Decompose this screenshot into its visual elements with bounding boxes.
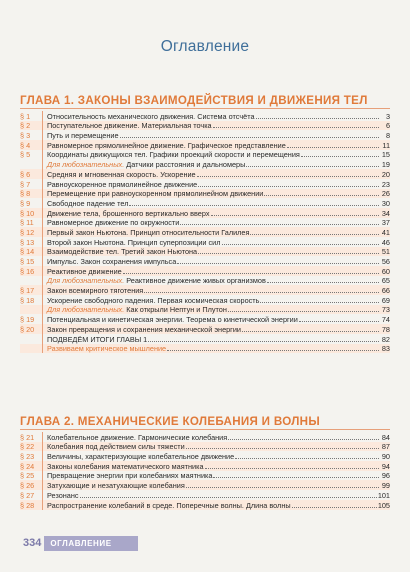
toc-entry[interactable] xyxy=(20,266,390,276)
section-number: § 27 xyxy=(20,490,43,500)
leader-dots xyxy=(211,214,380,216)
section-number: § 6 xyxy=(20,169,43,179)
chapter-2-list xyxy=(20,432,390,510)
toc-entry[interactable] xyxy=(20,432,390,442)
section-number: § 16 xyxy=(20,266,43,276)
leader-dots xyxy=(222,243,380,245)
leader-dots xyxy=(205,467,379,469)
section-number: § 5 xyxy=(20,150,43,160)
toc-entry[interactable] xyxy=(20,227,390,237)
toc-entry[interactable] xyxy=(20,189,390,199)
entry-title xyxy=(43,305,227,314)
entry-title: Импульс. Закон сохранения импульса xyxy=(47,257,177,266)
toc-entry[interactable] xyxy=(20,334,390,344)
page-footer xyxy=(20,536,138,551)
page-ref: 73 xyxy=(381,305,390,315)
page-ref: 11 xyxy=(382,140,390,150)
toc-entry[interactable] xyxy=(20,179,390,189)
entry-title: Второй закон Ньютона. Принцип суперпозиции сил xyxy=(47,237,221,247)
entry-prefix: Для любознательных. xyxy=(47,276,125,286)
section-number: § 10 xyxy=(20,208,43,218)
entry-title: Взаимодействие тел. Третий закон Ньютона xyxy=(47,247,198,257)
leader-dots xyxy=(256,117,379,119)
section-number: § 4 xyxy=(20,140,43,150)
section-number: § 12 xyxy=(20,227,43,237)
toc-entry[interactable] xyxy=(20,130,390,140)
leader-dots xyxy=(235,457,379,459)
page-ref: 20 xyxy=(381,169,390,179)
toc-entry[interactable] xyxy=(20,324,390,334)
toc-entry[interactable] xyxy=(20,451,390,461)
entry-title xyxy=(43,160,245,169)
leader-dots xyxy=(80,496,377,498)
leader-dots xyxy=(123,272,379,274)
leader-dots xyxy=(198,185,379,187)
entry-title: Движение тела, брошенного вертикально вверх xyxy=(47,208,210,218)
page-ref: 56 xyxy=(381,257,390,266)
leader-dots xyxy=(167,349,379,351)
section-number: § 22 xyxy=(20,442,43,452)
toc-entry[interactable] xyxy=(20,111,390,121)
section-number: § 24 xyxy=(20,461,43,471)
leader-dots xyxy=(292,506,377,508)
page-ref: 99 xyxy=(381,481,390,491)
toc-entry[interactable] xyxy=(20,247,390,257)
toc-entry[interactable] xyxy=(20,500,390,510)
section-number: § 15 xyxy=(20,256,43,266)
leader-dots xyxy=(228,438,379,440)
toc-entry[interactable] xyxy=(20,237,390,247)
page-ref: 82 xyxy=(381,334,390,344)
entry-title: Превращение энергии при колебаниях маятника xyxy=(47,471,213,481)
entry-title-text: Как открыли Нептун и Плутон xyxy=(124,305,227,315)
section-number: § 7 xyxy=(20,179,43,189)
page-ref: 69 xyxy=(381,295,390,305)
leader-dots xyxy=(299,320,379,322)
toc-entry[interactable] xyxy=(20,159,390,169)
entry-title: Развиваем критическое мышление xyxy=(47,344,167,354)
leader-dots xyxy=(186,447,379,449)
leader-dots xyxy=(260,301,379,303)
entry-title xyxy=(43,276,266,285)
toc-entry[interactable] xyxy=(20,461,390,471)
section-number: § 2 xyxy=(20,121,43,131)
page-ref: 30 xyxy=(381,198,390,208)
section-number: § 8 xyxy=(20,189,43,199)
entry-title: Равноускоренное прямолинейное движение xyxy=(47,179,198,189)
toc-entry[interactable] xyxy=(20,150,390,160)
section-number xyxy=(20,159,43,169)
entry-title: Колебания под действием силы тяжести xyxy=(47,442,185,452)
toc-entry[interactable] xyxy=(20,208,390,218)
page-ref: 94 xyxy=(381,461,390,471)
toc-entry[interactable] xyxy=(20,480,390,490)
section-number xyxy=(20,305,43,315)
footer-label: ОГЛАВЛЕНИЕ xyxy=(50,539,112,548)
leader-dots xyxy=(250,233,379,235)
chapter-2-heading: ГЛАВА 2. МЕХАНИЧЕСКИЕ КОЛЕБАНИЯ И ВОЛНЫ xyxy=(20,415,321,428)
entry-title: Путь и перемещение xyxy=(47,131,119,141)
entry-title: Перемещение при равноускоренном прямолинейном движении xyxy=(47,189,264,199)
page-ref: 26 xyxy=(381,189,390,199)
entry-prefix: Для любознательных. xyxy=(47,305,125,315)
entry-title: Равномерное прямолинейное движение. Графическое представление xyxy=(47,140,286,150)
leader-dots xyxy=(197,175,379,177)
leader-dots xyxy=(228,310,379,312)
entry-title: Поступательное движение. Материальная точка xyxy=(47,121,212,131)
entry-title: Законы колебания математического маятника xyxy=(47,461,204,471)
entry-title-text: Датчики расстояния и дальномеры xyxy=(124,160,246,170)
section-number: § 11 xyxy=(20,218,43,228)
entry-title: Свободное падение тел xyxy=(47,198,129,208)
page-number: 334 xyxy=(20,536,44,551)
entry-prefix: Для любознательных. xyxy=(47,160,125,170)
chapter-2-rule xyxy=(20,429,390,430)
section-number xyxy=(20,334,43,344)
entry-title: Распространение колебаний в среде. Поперечные волны. Длина волны xyxy=(47,500,291,510)
page-ref: 74 xyxy=(381,315,390,325)
leader-dots xyxy=(144,291,379,293)
entry-title: Величины, характеризующие колебательное движение xyxy=(47,452,235,462)
toc-entry[interactable] xyxy=(20,471,390,481)
leader-dots xyxy=(287,146,379,148)
page-ref: 6 xyxy=(385,121,390,131)
entry-title: Резонанс xyxy=(47,490,79,500)
toc-entry[interactable] xyxy=(20,285,390,295)
section-number: § 9 xyxy=(20,198,43,208)
section-number: § 3 xyxy=(20,130,43,140)
leader-dots xyxy=(242,330,379,332)
leader-dots xyxy=(246,165,379,167)
section-number: § 26 xyxy=(20,480,43,490)
toc-entry[interactable] xyxy=(20,490,390,500)
leader-dots xyxy=(129,204,379,206)
page-ref: 51 xyxy=(381,247,390,257)
page-ref: 34 xyxy=(381,208,390,218)
section-number: § 23 xyxy=(20,451,43,461)
entry-title: Относительность механического движения. Система отсчёта xyxy=(47,111,255,121)
toc-entry[interactable] xyxy=(20,344,390,354)
toc-entry[interactable] xyxy=(20,314,390,324)
toc-entry[interactable] xyxy=(20,198,390,208)
leader-dots xyxy=(180,223,379,225)
chapter-1-list xyxy=(20,111,390,353)
toc-entry[interactable] xyxy=(20,295,390,305)
chapter-1-heading: ГЛАВА 1. ЗАКОНЫ ВЗАИМОДЕЙСТВИЯ И ДВИЖЕНИЯ ТЕЛ xyxy=(20,94,368,107)
entry-title: Координаты движущихся тел. Графики проекций скорости и перемещения xyxy=(47,150,300,160)
leader-dots xyxy=(148,340,379,342)
leader-dots xyxy=(177,262,379,264)
page-ref: 3 xyxy=(385,111,390,121)
leader-dots xyxy=(301,155,379,157)
entry-title: ПОДВЕДЁМ ИТОГИ ГЛАВЫ 1 xyxy=(47,334,148,344)
section-number: § 18 xyxy=(20,295,43,305)
page-ref: 90 xyxy=(381,452,390,462)
section-number: § 14 xyxy=(20,247,43,257)
toc-entry[interactable] xyxy=(20,305,390,315)
entry-title: Закон всемирного тяготения xyxy=(47,286,144,296)
chapter-1-rule xyxy=(20,108,390,109)
section-number: § 25 xyxy=(20,471,43,481)
leader-dots xyxy=(213,476,379,478)
section-number xyxy=(20,344,43,354)
page-ref: 41 xyxy=(381,227,390,237)
page-ref: 66 xyxy=(381,286,390,296)
page-ref: 101 xyxy=(377,490,390,500)
entry-title: Колебательное движение. Гармонические колебания xyxy=(47,432,228,442)
toc-entry[interactable] xyxy=(20,140,390,150)
leader-dots xyxy=(264,194,379,196)
page-ref: 96 xyxy=(381,471,390,481)
section-number: § 28 xyxy=(20,500,43,510)
toc-entry[interactable] xyxy=(20,256,390,266)
entry-title: Первый закон Ньютона. Принцип относительности Галилея xyxy=(47,227,250,237)
page-title: Оглавление xyxy=(160,38,250,55)
section-number: § 19 xyxy=(20,314,43,324)
toc-entry[interactable] xyxy=(20,218,390,228)
entry-title: Ускорение свободного падения. Первая космическая скорость xyxy=(47,295,260,305)
toc-entry[interactable] xyxy=(20,276,390,286)
section-number: § 1 xyxy=(20,111,43,121)
page-ref: 15 xyxy=(381,150,390,160)
section-number xyxy=(20,276,43,286)
page-ref: 78 xyxy=(381,324,390,334)
page-ref: 105 xyxy=(377,500,390,510)
entry-title: Потенциальная и кинетическая энергии. Теорема о кинетической энергии xyxy=(47,315,298,325)
entry-title: Средняя и мгновенная скорость. Ускорение xyxy=(47,169,196,179)
page-ref: 60 xyxy=(381,266,390,276)
page-ref: 8 xyxy=(385,131,390,141)
section-number: § 13 xyxy=(20,237,43,247)
entry-title: Затухающие и незатухающие колебания xyxy=(47,481,185,491)
entry-title: Равномерное движение по окружности xyxy=(47,218,180,228)
entry-title: Закон превращения и сохранения механической энергии xyxy=(47,324,241,334)
toc-entry[interactable] xyxy=(20,442,390,452)
page-ref: 84 xyxy=(381,432,390,442)
page-ref: 46 xyxy=(381,237,390,247)
page-ref: 19 xyxy=(381,160,390,170)
section-number: § 21 xyxy=(20,432,43,442)
leader-dots xyxy=(198,252,379,254)
page-ref: 23 xyxy=(381,179,390,189)
page-ref: 65 xyxy=(381,276,390,286)
page-ref: 37 xyxy=(381,218,390,228)
leader-dots xyxy=(213,126,379,128)
leader-dots xyxy=(186,486,379,488)
entry-title: Реактивное движение xyxy=(47,266,122,276)
toc-entry[interactable] xyxy=(20,169,390,179)
leader-dots xyxy=(267,281,379,283)
page-ref: 87 xyxy=(381,442,390,452)
toc-entry[interactable] xyxy=(20,121,390,131)
section-number: § 20 xyxy=(20,324,43,334)
leader-dots xyxy=(120,136,379,138)
section-number: § 17 xyxy=(20,285,43,295)
entry-title-text: Реактивное движение живых организмов xyxy=(124,276,266,286)
page-ref: 83 xyxy=(381,344,390,354)
